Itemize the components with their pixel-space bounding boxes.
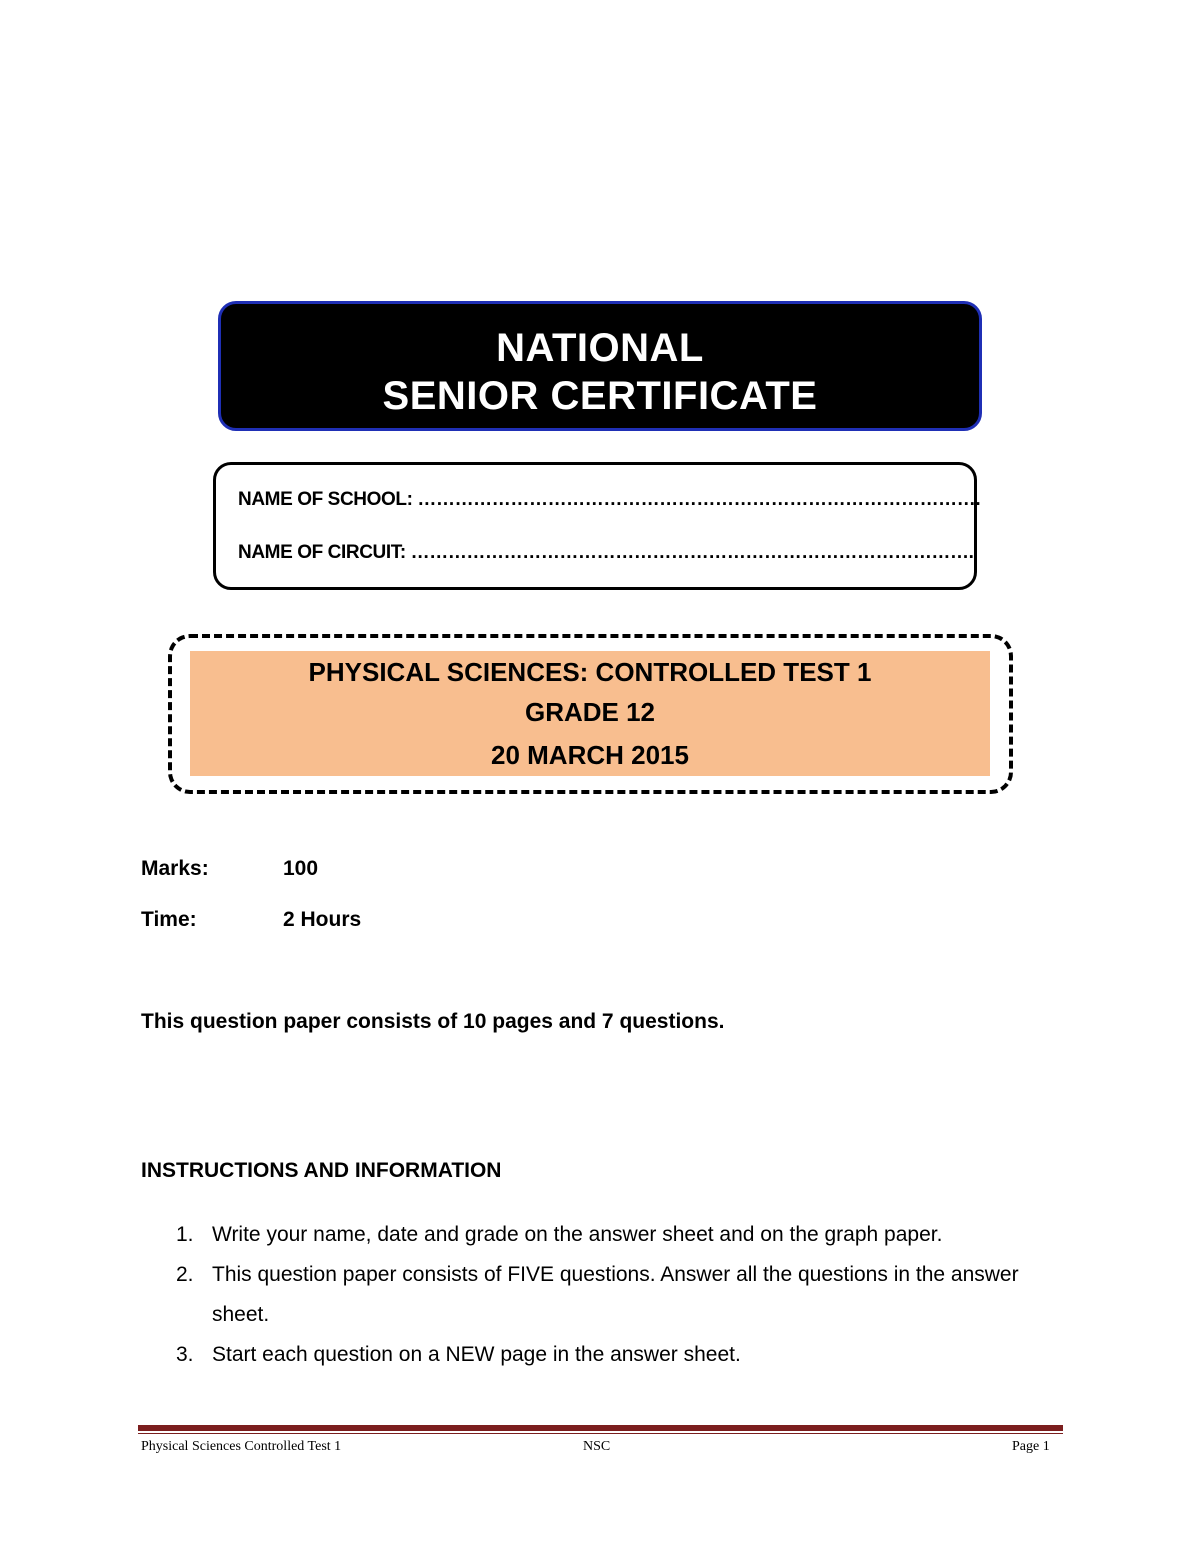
marks-value: 100 [283, 857, 319, 880]
name-of-circuit-field: NAME OF CIRCUIT: ………………………………………………………………………………. [238, 542, 974, 563]
instruction-item [141, 1215, 1066, 1255]
school-details-box [213, 462, 981, 590]
test-date: 20 MARCH 2015 [491, 740, 689, 770]
banner-line-national: NATIONAL [496, 326, 704, 370]
instruction-number: 3. [176, 1343, 194, 1366]
banner-line-senior-certificate: SENIOR CERTIFICATE [382, 374, 818, 418]
instruction-text: This question paper consists of FIVE questions. Answer all the questions in the answer sheet. [212, 1263, 1019, 1326]
test-title-box [190, 651, 990, 776]
footer-nsc: NSC [583, 1439, 611, 1454]
time-value: 2 Hours [283, 908, 362, 931]
instructions-list [141, 1215, 1066, 1375]
instruction-number: 2. [176, 1263, 194, 1286]
nsc-banner [218, 301, 982, 431]
footer-page-number: Page 1 [1012, 1439, 1050, 1454]
footer-rule-thin [138, 1433, 1063, 1434]
instruction-text: Start each question on a NEW page in the answer sheet. [212, 1343, 741, 1366]
paper-consists-statement: This question paper consists of 10 pages and 7 questions. [141, 1010, 725, 1033]
instruction-item [141, 1335, 1066, 1375]
instructions-heading: INSTRUCTIONS AND INFORMATION [141, 1159, 502, 1182]
instruction-text: Write your name, date and grade on the answer sheet and on the graph paper. [212, 1223, 943, 1246]
footer-rule [138, 1425, 1063, 1431]
name-of-school-field: NAME OF SCHOOL: ………………………………………………………………………………. [238, 489, 981, 510]
instruction-item [141, 1255, 1066, 1335]
test-title: PHYSICAL SCIENCES: CONTROLLED TEST 1 [308, 657, 872, 687]
footer-document-title: Physical Sciences Controlled Test 1 [141, 1439, 342, 1454]
time-label: Time: [141, 908, 197, 931]
instruction-number: 1. [176, 1223, 194, 1246]
test-grade: GRADE 12 [524, 697, 656, 727]
marks-label: Marks: [141, 857, 209, 880]
